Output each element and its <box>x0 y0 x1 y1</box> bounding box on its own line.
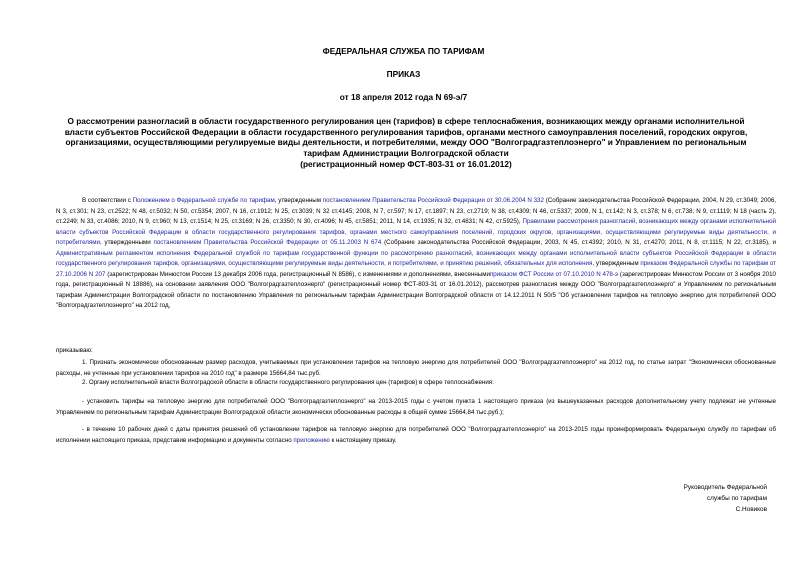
signature-block <box>607 482 767 515</box>
p1-text-2: , утвержденным <box>274 197 323 204</box>
p1-text-5: (Собрание законодательства Российской Федерации, 2003, N 45, ст.4392; 2010, N 31, ст.4270; 2011, N 8, ст.1115; N 22, ст.3185), и <box>381 239 776 246</box>
order-item-2a: - установить тарифы на тепловую энергию для потребителей ООО "Волгоградгазтеплоэнерго" на 2013-2015 годы с учетом пункта 1 настоящего приказа (из вышеуказанных расходов дополнительному учету подлежат не учтенные Управлением по региональным тарифам Администрации Волгоградской области экономически обоснованные расходы в общей сумме 15664,84 тыс.руб.); <box>56 398 776 416</box>
p1-text-3: (Собрание законодательства Российской Федерации, 2004, N 29, ст.3049; 2006, N 3, ст.301; N 23, ст.2522; N 48, ст.5032; N 50, ст.5354; 2007, N 16, ст.1912; N 25, ст.3039; N 32 ст.4145; 2008, N 7, ст.597; N 17, ст.1897; N 23, ст.2719; N 38, ст.4309; N 46, ст.5337; 2009, N 1, ст.142; N 3, ст.378; N 6, ст.738; N 9, ст.1119; N 18 (часть 2), ст.2249; N 33, ст.4086; 2010, N 9, ст.960; N 13, ст.1514; N 25, ст.3169; N 26, ст.3350; N 30, ст.4096; N 45, ст.5851; 2011, N 14, ст.1935; N 32, ст.4831; N 42, ст.5925), <box>56 197 777 225</box>
signature-agency: службы по тарифам <box>706 495 767 502</box>
doc-type-heading: ПРИКАЗ <box>386 69 421 79</box>
link-administrative-regulation[interactable]: Административным регламентом исполнения Федеральной службой по тарифам государственной функции по рассмотрению разногласий, возникающих между органами исполнительной власти субъектов Российской Федерации в области государственного регулирования тарифов, организациями, осуществляющими регулируемые виды деятельности, и потребителями, и принятию решений, обязательных для исполнения <box>56 249 776 267</box>
link-fst-regulation[interactable]: Положением о Федеральной службе по тарифам <box>132 197 275 204</box>
signature-name: С.Новиков <box>735 506 767 513</box>
document-title <box>56 116 756 170</box>
order-item-2: 2. Органу исполнительной власти Волгоградской области в области государственного регулирования цен (тарифов) в сфере теплоснабжения: <box>82 379 494 386</box>
p1-text-1: В соответствии с <box>82 197 133 204</box>
title-text: О рассмотрении разногласий в области государственного регулирования цен (тарифов) в сфере теплоснабжения, возникающих между органами исполнительной власти субъектов Российской Федерации в области государственного регулирования тарифов, органами местного самоуправления поселений, городских округов, организациями, осуществляющими регулируемые виды деятельности, и потребителями, между ООО "Волгоградгазтеплоэнерго" и Управлением по региональным тарифам Администрации Волгоградской области <box>64 116 748 159</box>
p1-text-6: , утвержденным <box>592 260 641 267</box>
signature-position: Руководитель Федеральной <box>683 484 767 491</box>
link-fst-order-478[interactable]: приказом ФСТ России от 07.10.2010 N 478-э <box>489 270 619 278</box>
link-dispute-rules[interactable]: Правилами рассмотрения разногласий, возникающих между органами исполнительной власти субъектов Российской Федерации в области государственного регулирования тарифов, органами местного самоуправления поселений, городских округов, организациями, осуществляющими регулируемые виды деятельности, и потребителями <box>56 218 776 246</box>
order-item-2b <box>56 425 776 446</box>
preamble-paragraph <box>56 196 776 312</box>
p1-text-4: , утвержденными <box>99 239 154 246</box>
agency-heading: ФЕДЕРАЛЬНАЯ СЛУЖБА ПО ТАРИФАМ <box>322 46 485 56</box>
order-item-1: 1. Признать экономически обоснованным размер расходов, учитываемых при установлении тарифов на тепловую энергию для потребителей ООО "Волгоградгазтеплоэнерго" на 2012 год, по статье затрат "Экономически обоснованные расходы, не учтенные при установлении тарифов на 2010 год" в размере 15664,84 тыс.руб. <box>56 359 776 377</box>
registration-number: (регистрационный номер ФСТ-803-31 от 16.01.2012) <box>300 158 512 169</box>
order-word: приказываю: <box>56 347 93 354</box>
link-fst-order-207[interactable]: приказом Федеральной службы по тарифам от 27.10.2006 N 207 <box>56 260 776 278</box>
p1-text-7: (зарегистрирован Минюстом России 13 декабря 2006 года, регистрационный N 8586), с изменениями и дополнениями, внесенными <box>105 270 490 278</box>
date-number-heading: от 18 апреля 2012 года N 69-э/7 <box>339 92 468 102</box>
link-appendix[interactable]: приложению <box>293 436 330 444</box>
p1-text-8: (зарегистрирован Минюстом России от 3 ноября 2010 года, регистрационный N 18886), на основании заявления ООО "Волгоградгазтеплоэнерго" (регистрационный номер ФСТ-803-31 от 16.01.2012), рассмотрев разногласия между ООО "Волгоградгазтеплоэнерго" и Управлением по региональным тарифам Администрации Волгоградской области по постановлению Управления по региональным тарифам Администрации Волгоградской области от 14.12.2011 N 50/5 "Об установлении тарифов на тепловую энергию для потребителей ООО "Волгоградгазтеплоэнерго" на 2012 год, <box>56 270 776 309</box>
item2b-text-1: - в течение 10 рабочих дней с даты принятия решений об установлении тарифов на тепловую энергию для потребителей ООО "Волгоградгазтеплоэнерго" на 2013-2015 годы проинформировать Федеральную службу по тарифам об исполнении настоящего приказа, представив информацию и документы согласно <box>56 426 776 444</box>
link-government-decree-332[interactable]: постановлением Правительства Российской Федерации от 30.06.2004 N 332 <box>322 197 544 204</box>
item2b-text-2: к настоящему приказу. <box>329 436 397 444</box>
link-government-decree-674[interactable]: постановлением Правительства Российской Федерации от 05.11.2003 N 674 <box>153 239 382 246</box>
